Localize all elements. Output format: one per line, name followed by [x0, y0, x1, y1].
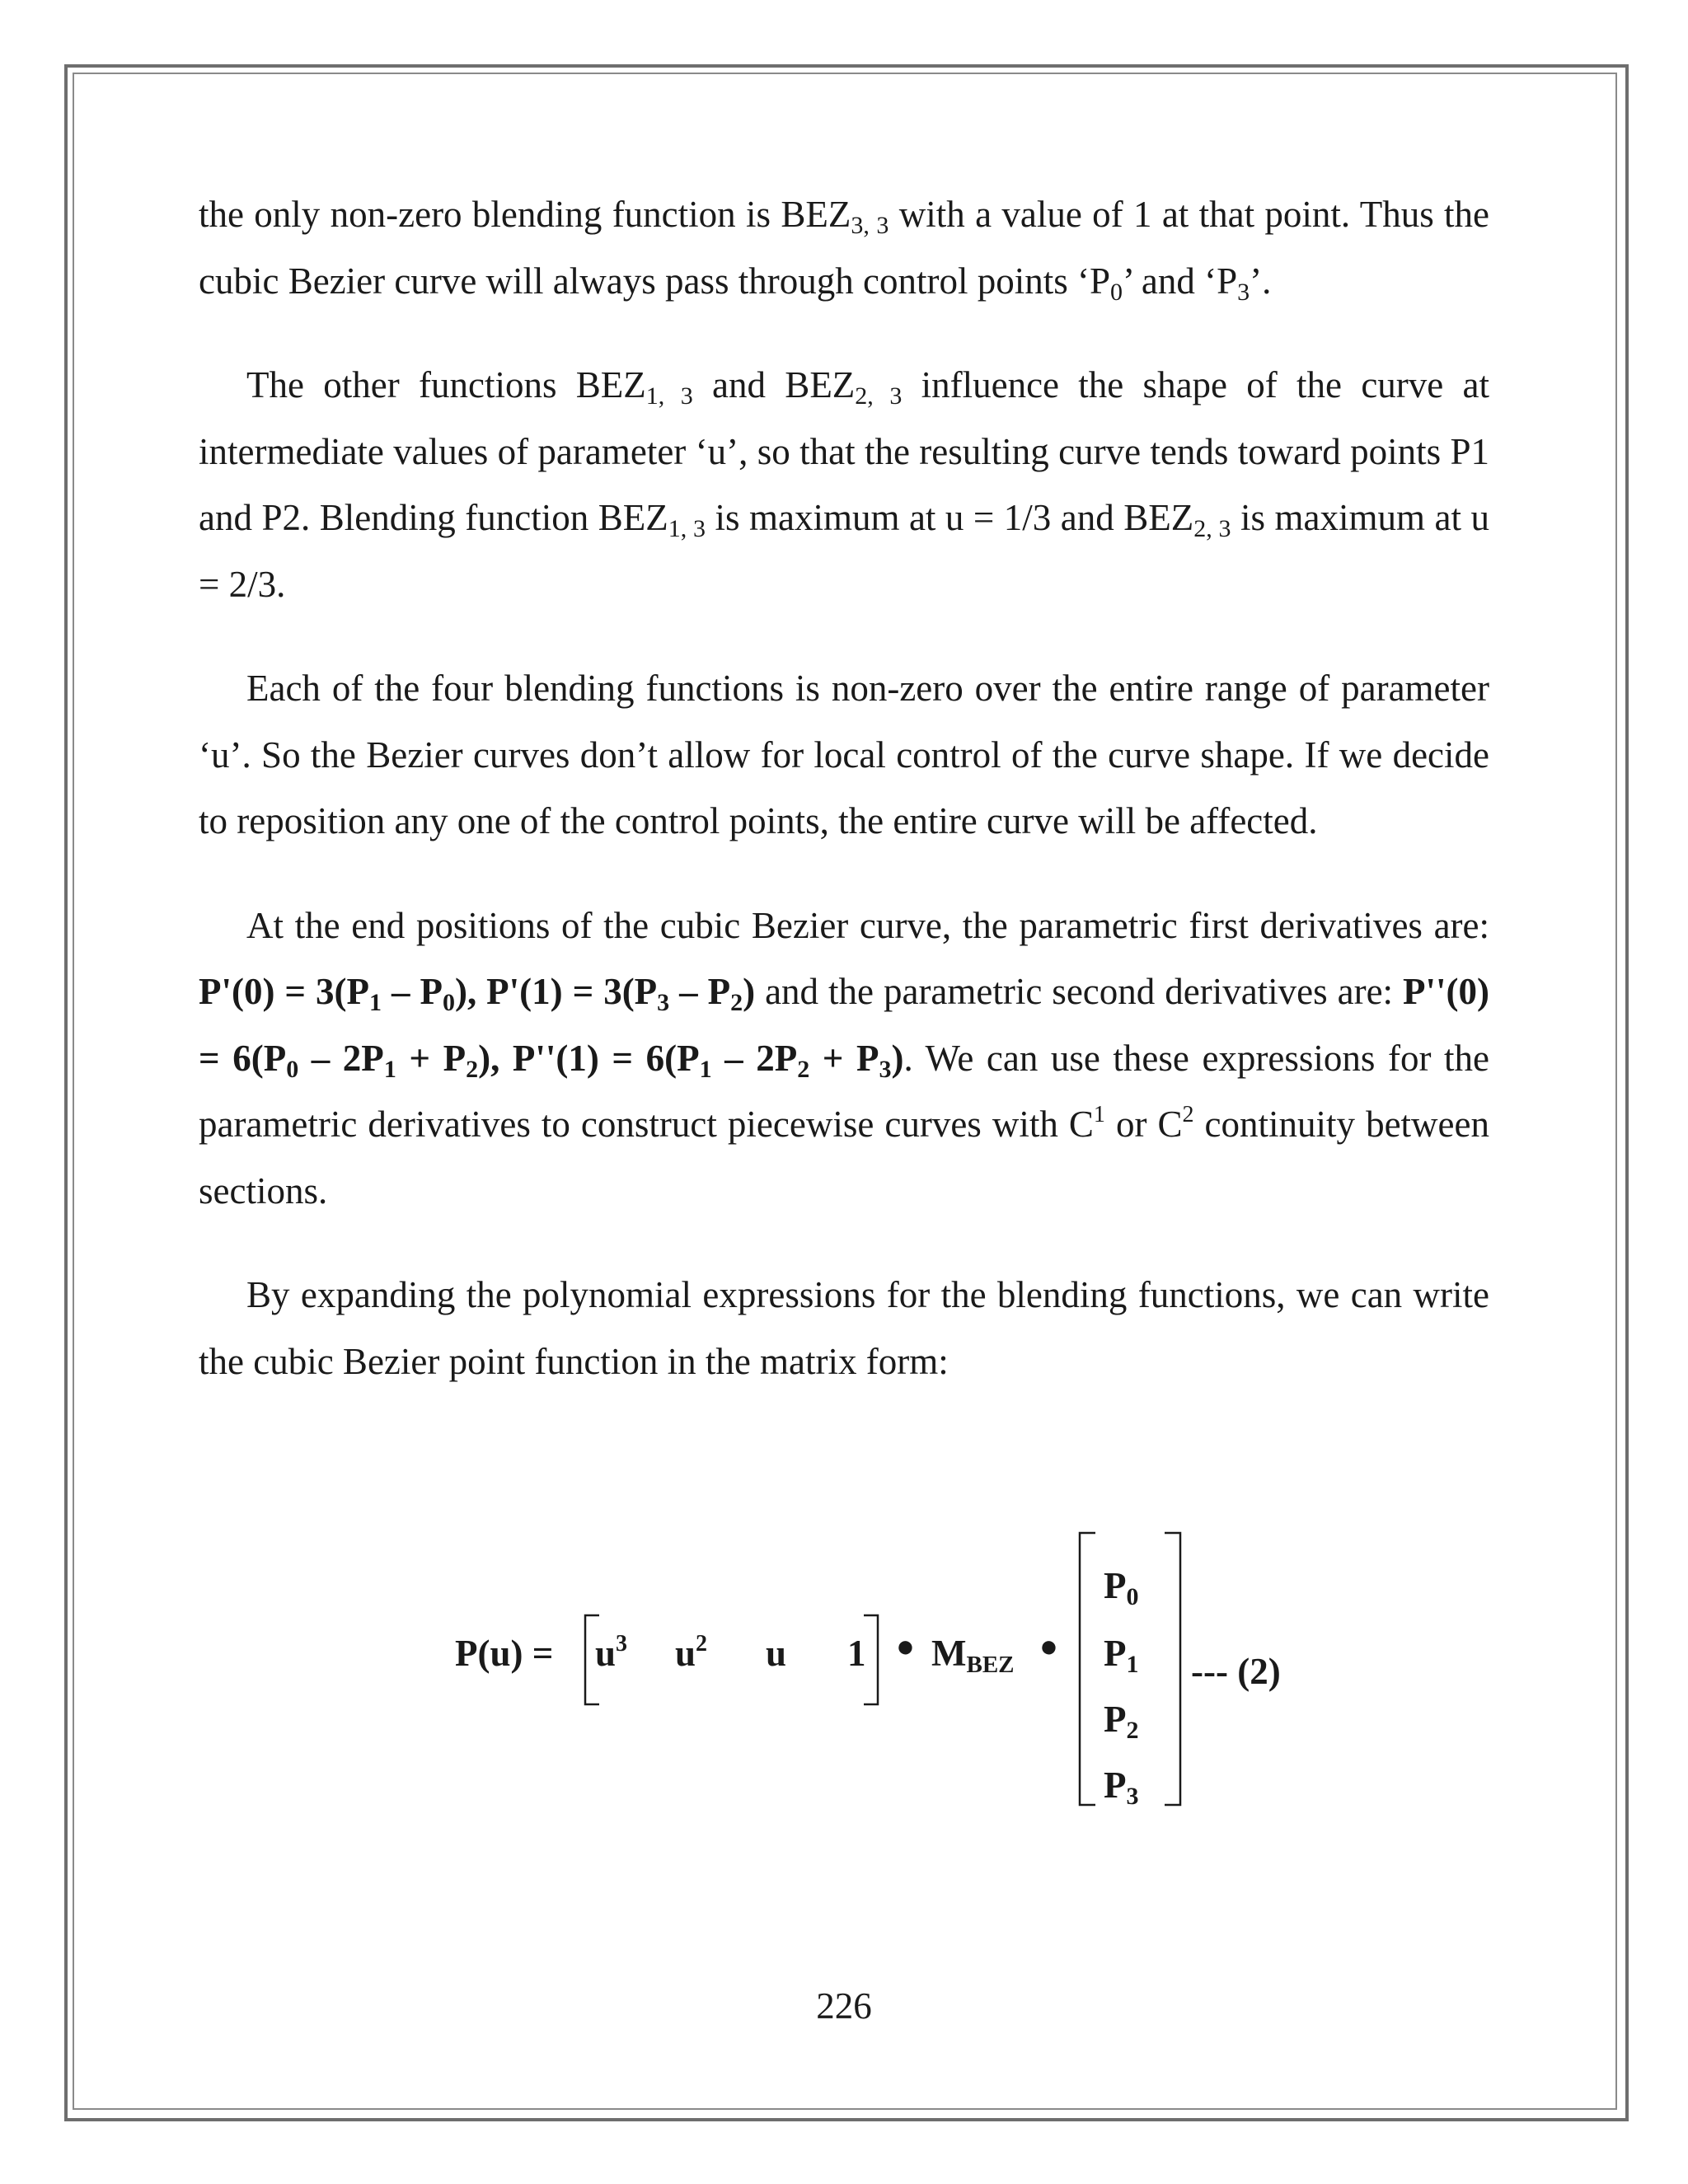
row-entry-u: u: [766, 1633, 787, 1674]
row-bracket-right: [862, 1614, 880, 1706]
dot-operator-2: ●: [1039, 1629, 1058, 1664]
row-entry-u3: $u^3$: [595, 1631, 628, 1674]
column-entry-p0: $P_0$: [1104, 1565, 1139, 1610]
paragraph: the only non-zero blending function is $BEZ_{3, 3}$ with a value of 1 at that point. Thus the cubic Bezier curve will always pass through control points ‘$P_0$’ and ‘$P_3$’.: [199, 194, 1490, 306]
equation-number: --- (2): [1191, 1651, 1281, 1692]
column-entry-p2: $P_2$: [1104, 1699, 1139, 1744]
page-content: [199, 181, 1490, 1810]
column-bracket-left: [1077, 1531, 1097, 1807]
paragraph: At the end positions of the cubic Bezier curve, the parametric first derivatives are: $P'(0) = 3(P_1 - P_0)$, $P'(1) = 3(P_3 - P_2)$ and the parametric second derivatives are: $P''(0) = 6(P_0 - 2P_1 + P_2)$, $P''(1) = 6(P_1 - 2P_2 + P_3)$. We can use these expressions for the parametric derivatives to construct piecewise curves with $C^1$ or $C^2$ continuity between sections.: [199, 904, 1490, 1212]
paragraph: Each of the four blending functions is non-zero over the entire range of parameter ‘u’. So the Bezier curves don’t allow for local control of the curve shape. If we decide to reposition any one of the control points, the entire curve will be affected.: [199, 668, 1489, 841]
paragraph: The other functions $BEZ_{1, 3}$ and $BEZ_{2, 3}$ influence the shape of the curve at intermediate values of parameter ‘u’, so that the resulting curve tends toward points P1 and P2. Blending function $BEZ_{1, 3}$ is maximum at u = 1/3 and $BEZ_{2, 3}$ is maximum at u = 2/3.: [199, 364, 1490, 605]
row-entry-1: 1: [847, 1633, 866, 1674]
dot-operator-1: ●: [896, 1629, 915, 1664]
row-entry-u2: $u^2$: [675, 1631, 708, 1674]
matrix-equation: [199, 1492, 1489, 1821]
column-entry-p3: $P_3$: [1104, 1765, 1139, 1810]
body-text: [199, 181, 1489, 1394]
page-number: 226: [816, 1985, 872, 2027]
matrix-m-bez: $M_{BEZ}$: [931, 1633, 1015, 1678]
paragraph: By expanding the polynomial expressions for the blending functions, we can write the cubic Bezier point function in the matrix form:: [199, 1274, 1489, 1382]
column-entry-p1: $P_1$: [1104, 1633, 1139, 1678]
equation-lhs: P(u) =: [455, 1633, 554, 1674]
column-bracket-right: [1163, 1531, 1183, 1807]
